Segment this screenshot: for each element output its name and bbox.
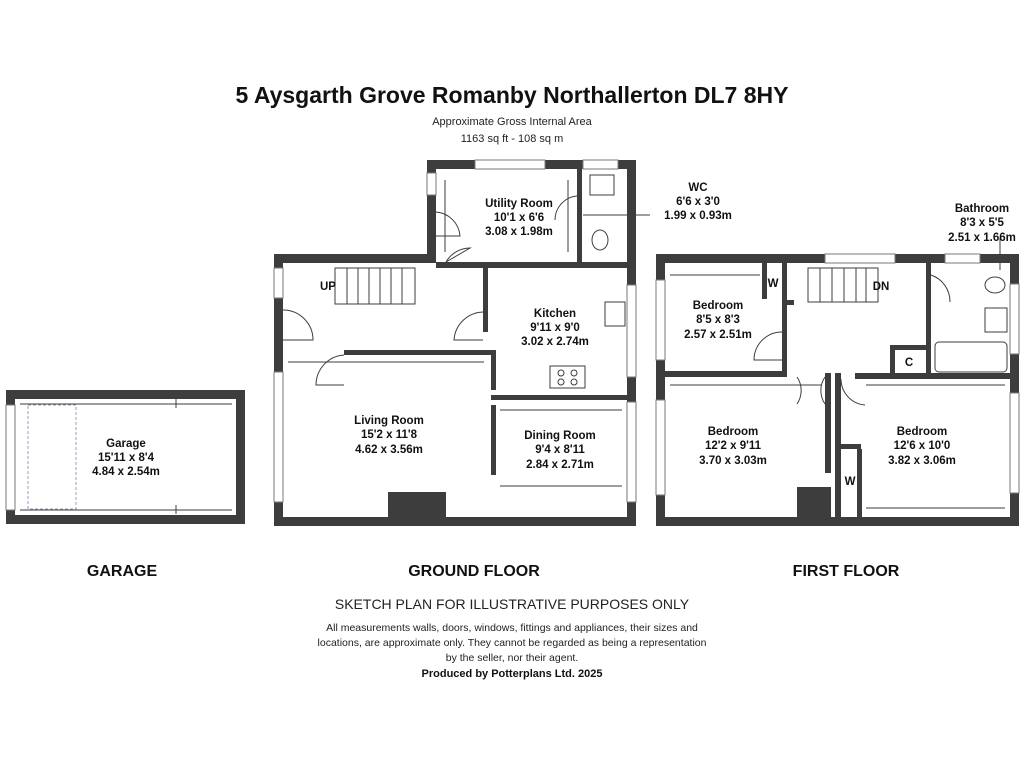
svg-text:15'2 x 11'8: 15'2 x 11'8: [361, 429, 417, 441]
svg-text:4.62 x 3.56m: 4.62 x 3.56m: [355, 444, 423, 456]
svg-text:4.84 x 2.54m: 4.84 x 2.54m: [92, 466, 160, 478]
first-floor-plan: [656, 238, 1019, 526]
bath-basin: [985, 308, 1007, 332]
garage-floor-label: GARAGE: [86, 563, 158, 580]
bathtub: [935, 342, 1007, 372]
ground-staircase: [335, 268, 415, 304]
svg-text:8'5 x 8'3: 8'5 x 8'3: [696, 314, 740, 326]
svg-text:2.51 x 1.66m: 2.51 x 1.66m: [948, 232, 1016, 244]
room-label-bedroom-left: [699, 426, 767, 467]
svg-text:Kitchen: Kitchen: [533, 308, 577, 320]
cupboard-label: C: [904, 357, 914, 369]
svg-text:12'2 x 9'11: 12'2 x 9'11: [705, 440, 761, 452]
svg-text:15'11 x 8'4: 15'11 x 8'4: [98, 452, 154, 464]
svg-text:2.84 x 2.71m: 2.84 x 2.71m: [526, 459, 594, 471]
room-label-bedroom-right: [888, 426, 956, 467]
stairs-down-label: DN: [872, 281, 890, 293]
svg-text:8'3 x 5'5: 8'3 x 5'5: [960, 217, 1004, 229]
svg-text:6'6 x 3'0: 6'6 x 3'0: [676, 196, 720, 208]
produced-by: Produced by Potterplans Ltd. 2025: [421, 668, 603, 680]
utility-sink: [590, 175, 614, 195]
svg-text:Bedroom: Bedroom: [707, 426, 759, 438]
area-value: 1163 sq ft - 108 sq m: [460, 133, 564, 145]
svg-text:Utility Room: Utility Room: [485, 198, 553, 210]
svg-text:3.08 x 1.98m: 3.08 x 1.98m: [485, 226, 553, 238]
svg-text:Living Room: Living Room: [354, 415, 424, 427]
kitchen-sink: [605, 302, 625, 326]
svg-text:Bedroom: Bedroom: [692, 300, 744, 312]
svg-text:Bathroom: Bathroom: [954, 203, 1010, 215]
svg-text:Bedroom: Bedroom: [896, 426, 948, 438]
first-floor-label: FIRST FLOOR: [792, 563, 900, 580]
wardrobe-label-bottom: W: [844, 476, 856, 488]
svg-text:3.70 x 3.03m: 3.70 x 3.03m: [699, 455, 767, 467]
svg-text:10'1 x 6'6: 10'1 x 6'6: [493, 212, 545, 224]
room-label-bathroom: [948, 203, 1016, 244]
garage-door-opening: [6, 405, 15, 510]
area-label: Approximate Gross Internal Area: [432, 116, 592, 128]
room-label-utility: [485, 198, 553, 238]
bath-toilet: [985, 277, 1005, 293]
room-label-wc: [664, 182, 732, 222]
svg-text:WC: WC: [688, 182, 708, 194]
svg-text:3.82 x 3.06m: 3.82 x 3.06m: [888, 455, 956, 467]
svg-text:3.02 x 2.74m: 3.02 x 2.74m: [521, 336, 589, 348]
wc-toilet: [592, 230, 608, 250]
ground-floor-label: GROUND FLOOR: [408, 563, 540, 580]
first-staircase: [808, 268, 878, 302]
room-label-bedroom-small: [684, 300, 752, 341]
svg-text:2.57 x 2.51m: 2.57 x 2.51m: [684, 329, 752, 341]
room-label-garage: [92, 438, 160, 478]
sketch-note: SKETCH PLAN FOR ILLUSTRATIVE PURPOSES ONLY: [334, 596, 690, 612]
stairs-up-label: UP: [320, 281, 336, 293]
room-label-dining-room: [524, 430, 596, 471]
disclaimer-text: All measurements walls, doors, windows, fittings and appliances, their sizes and locations, are approximate only. They cannot be regarded as being a representation by the seller, nor their agent.: [317, 622, 707, 664]
wardrobe-label-top: W: [767, 278, 779, 290]
svg-text:Garage: Garage: [106, 438, 146, 450]
svg-text:Dining Room: Dining Room: [524, 430, 596, 442]
svg-text:1.99 x 0.93m: 1.99 x 0.93m: [664, 210, 732, 222]
property-address-title: 5 Aysgarth Grove Romanby Northallerton DL7 8HY: [235, 82, 789, 108]
room-label-kitchen: [521, 308, 589, 348]
kitchen-hob: [550, 366, 585, 388]
garage-pit-outline: [28, 405, 76, 509]
ground-floor-plan: [274, 160, 650, 526]
svg-text:9'4 x 8'11: 9'4 x 8'11: [535, 444, 585, 456]
svg-text:12'6 x 10'0: 12'6 x 10'0: [893, 440, 951, 452]
svg-text:9'11 x 9'0: 9'11 x 9'0: [530, 322, 580, 334]
room-label-living-room: [354, 415, 424, 456]
